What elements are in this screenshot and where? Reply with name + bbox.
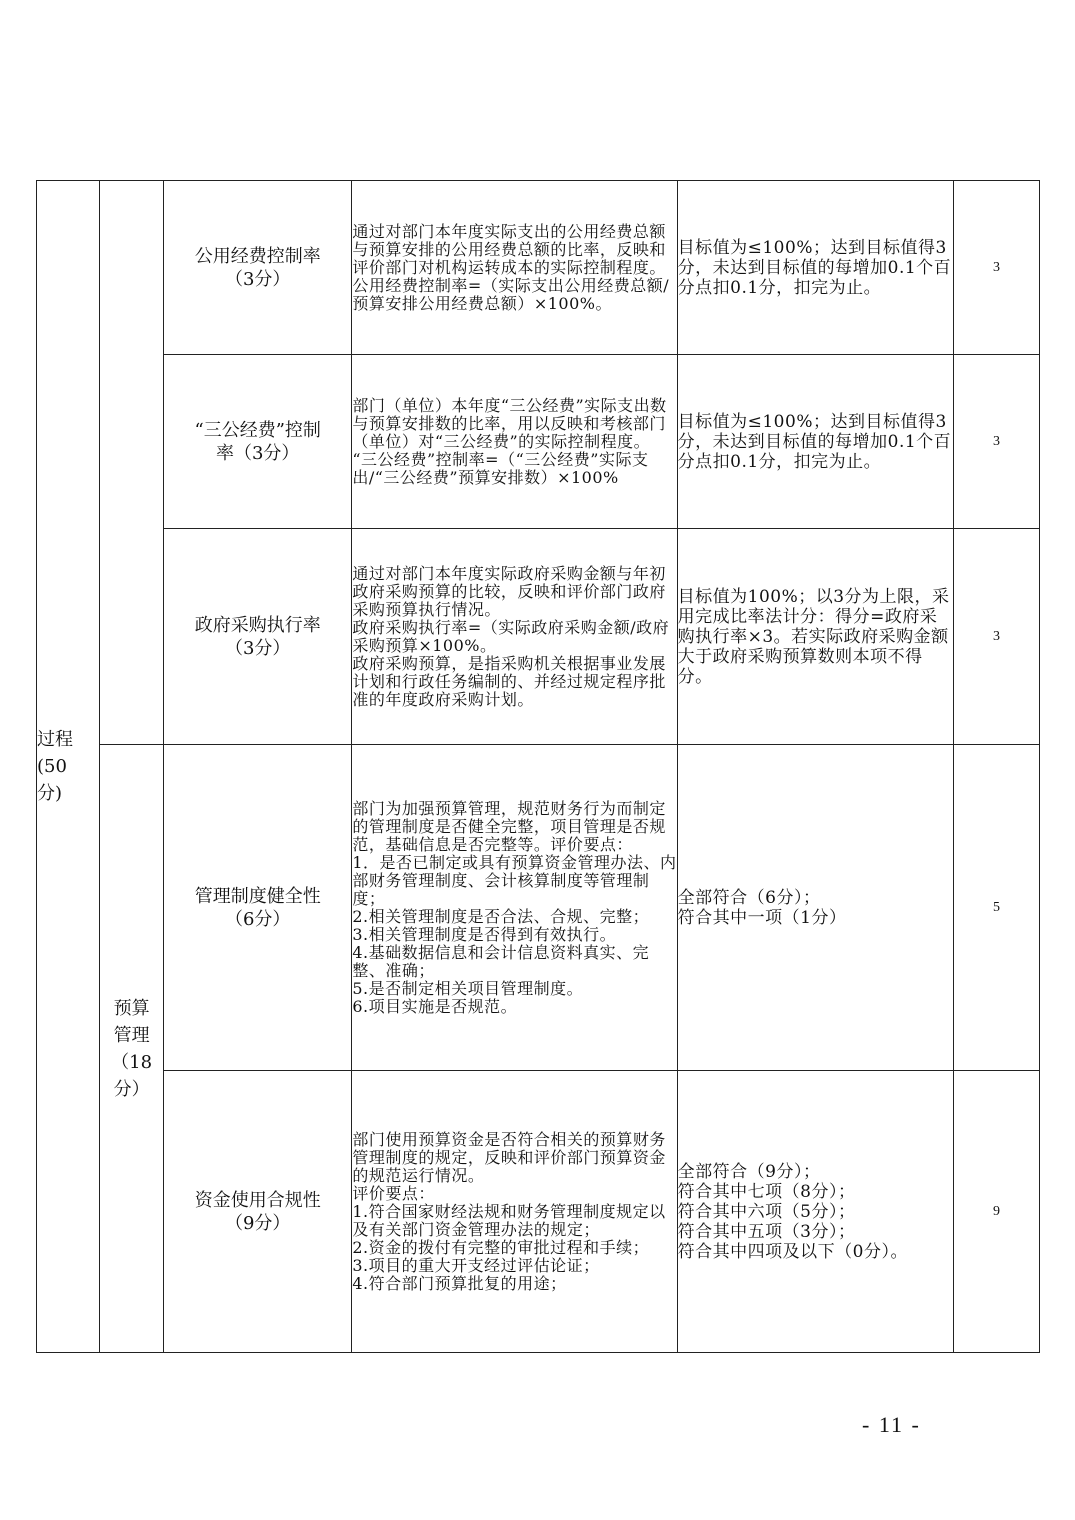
- description-text: 3.相关管理制度是否得到有效执行。: [352, 924, 617, 944]
- table-row: [37, 355, 1040, 529]
- level1-line: (50: [37, 756, 67, 777]
- score-cell: 3: [953, 181, 1039, 355]
- indicator-name: 公用经费控制率: [194, 245, 321, 267]
- indicator-points: （3分）: [224, 637, 291, 659]
- description-text: 部门为加强预算管理，规范财务行为而制定的管理制度是否健全完整，项目管理是否规范，基础信息是否完整等。评价要点：: [352, 798, 666, 854]
- description-text: 2.资金的拨付有完整的审批过程和手续；: [352, 1237, 650, 1257]
- level2-line: 预算: [113, 997, 150, 1019]
- standard-cell: [677, 529, 953, 745]
- level1-line: 过程: [37, 729, 73, 750]
- description-text: 部门使用预算资金是否符合相关的预算财务管理制度的规定，反映和评价部门预算资金的规范运行情况。: [352, 1129, 666, 1185]
- standard-cell: [677, 745, 953, 1071]
- standard-text: 目标值为≤100%；达到目标值得3分，未达到目标值的每增加0.1个百分点扣0.1分，扣完为止。: [677, 237, 952, 298]
- standard-text: 全部符合（9分）；: [677, 1161, 821, 1182]
- level2-indicator-cell: [100, 745, 164, 1353]
- indicator-points: （3分）: [224, 268, 291, 290]
- standard-cell: [677, 1071, 953, 1353]
- description-text: 5.是否制定相关项目管理制度。: [352, 978, 584, 998]
- standard-text: 目标值为100%；以3分为上限，采用完成比率法计分：得分=政府采购执行率×3。若实际政府采购金额大于政府采购预算数则本项不得分。: [677, 586, 950, 687]
- indicator-name: 资金使用合规性: [194, 1189, 321, 1211]
- score-cell: 3: [953, 529, 1039, 745]
- indicator-points: 率（3分）: [215, 442, 300, 464]
- standard-text: 符合其中四项及以下（0分）。: [677, 1241, 908, 1262]
- description-text: “三公经费”控制率=（“三公经费”实际支出/“三公经费”预算安排数）×100%: [352, 449, 649, 487]
- evaluation-table: [36, 180, 1040, 1353]
- indicator-cell: [164, 529, 352, 745]
- description-text: 3.项目的重大开支经过评估论证；: [352, 1255, 600, 1275]
- description-text: 政府采购执行率=（实际政府采购金额/政府采购预算×100%。: [352, 617, 670, 655]
- indicator-points: （9分）: [224, 1212, 291, 1234]
- standard-text: 目标值为≤100%；达到目标值得3分，未达到目标值的每增加0.1个百分点扣0.1分，扣完为止。: [677, 411, 952, 472]
- description-text: 2.相关管理制度是否合法、合规、完整；: [352, 906, 650, 926]
- description-cell: [352, 529, 677, 745]
- level2-empty-cell: [100, 181, 164, 745]
- table-row: [37, 745, 1040, 1071]
- indicator-name: 政府采购执行率: [194, 614, 321, 636]
- description-text: 4.符合部门预算批复的用途；: [352, 1273, 567, 1293]
- level2-line: （18: [111, 1051, 153, 1073]
- level2-line: 管理: [113, 1024, 150, 1046]
- score-cell: 9: [953, 1071, 1039, 1353]
- indicator-cell: [164, 745, 352, 1071]
- description-text: 公用经费控制率=（实际支出公用经费总额/预算安排公用经费总额）×100%。: [352, 275, 670, 313]
- indicator-points: （6分）: [224, 908, 291, 930]
- standard-text: 符合其中六项（5分）；: [677, 1201, 856, 1222]
- standard-text: 符合其中五项（3分）；: [677, 1221, 856, 1242]
- level2-line: 分）: [113, 1078, 150, 1100]
- indicator-cell: [164, 181, 352, 355]
- score-cell: 3: [953, 355, 1039, 529]
- standard-text: 符合其中一项（1分）: [677, 907, 847, 928]
- table-row: [37, 529, 1040, 745]
- description-text: 通过对部门本年度实际政府采购金额与年初政府采购预算的比较，反映和评价部门政府采购预算执行情况。: [352, 563, 666, 619]
- description-cell: [352, 355, 677, 529]
- description-text: 政府采购预算，是指采购机关根据事业发展计划和行政任务编制的、并经过规定程序批准的年度政府采购计划。: [352, 653, 666, 709]
- description-text: 1.符合国家财经法规和财务管理制度规定以及有关部门资金管理办法的规定；: [352, 1201, 666, 1239]
- table-row: [37, 181, 1040, 355]
- standard-text: 全部符合（6分）；: [677, 887, 821, 908]
- description-cell: [352, 181, 677, 355]
- indicator-cell: [164, 355, 352, 529]
- standard-cell: [677, 355, 953, 529]
- description-text: 1．是否已制定或具有预算资金管理办法、内部财务管理制度、会计核算制度等管理制度；: [352, 852, 677, 908]
- description-text: 通过对部门本年度实际支出的公用经费总额与预算安排的公用经费总额的比率，反映和评价部门对机构运转成本的实际控制程度。: [352, 221, 666, 277]
- description-text: 部门（单位）本年度“三公经费”实际支出数与预算安排数的比率，用以反映和考核部门（单位）对“三公经费”的实际控制程度。: [352, 395, 667, 451]
- indicator-cell: [164, 1071, 352, 1353]
- standard-text: 符合其中七项（8分）；: [677, 1181, 856, 1202]
- description-text: 评价要点：: [352, 1183, 435, 1203]
- description-text: 6.项目实施是否规范。: [352, 996, 518, 1016]
- description-cell: [352, 745, 677, 1071]
- level1-indicator-cell: [37, 181, 100, 1353]
- table-row: [37, 1071, 1040, 1353]
- description-cell: [352, 1071, 677, 1353]
- indicator-name: “三公经费”控制: [194, 419, 321, 441]
- description-text: 4.基础数据信息和会计信息资料真实、完整、准确；: [352, 942, 650, 980]
- page-number: - 11 -: [862, 1412, 921, 1437]
- standard-cell: [677, 181, 953, 355]
- indicator-name: 管理制度健全性: [194, 885, 321, 907]
- level1-line: 分): [37, 783, 63, 804]
- score-cell: 5: [953, 745, 1039, 1071]
